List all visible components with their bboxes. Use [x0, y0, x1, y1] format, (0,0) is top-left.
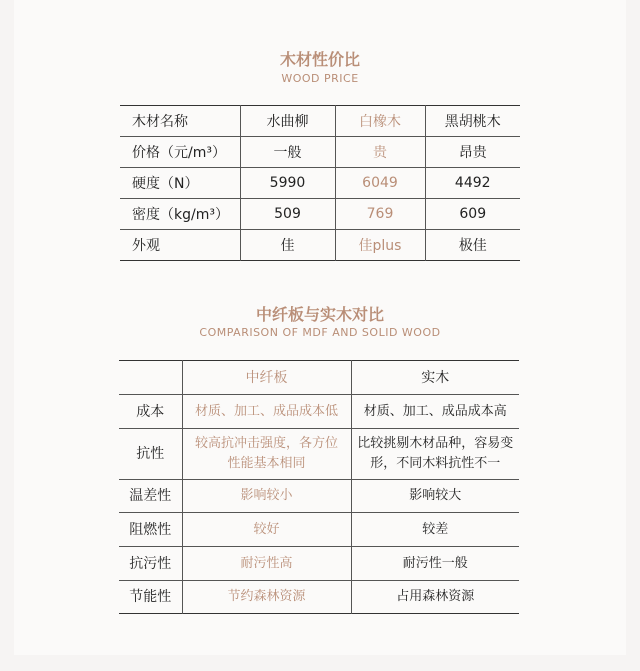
table-row — [120, 199, 520, 230]
table-row — [119, 581, 519, 614]
row-label: 外观 — [120, 230, 240, 261]
row-label: 硬度（N） — [120, 168, 240, 199]
mdf-vs-solid-wood-table — [119, 360, 519, 614]
table-row — [120, 137, 520, 168]
row-label: 阻燃性 — [119, 513, 182, 547]
header-cell: 中纤板 — [182, 361, 351, 395]
table-cell: 贵 — [335, 137, 425, 168]
table-cell: 极佳 — [425, 230, 520, 261]
comparison-title: 中纤板与实木对比 — [255, 305, 384, 324]
table-header-row — [120, 106, 520, 137]
row-label: 价格（元/m³） — [120, 137, 240, 168]
table-cell: 比较挑剔木材品种，容易变形，不同木料抗性不一 — [351, 429, 519, 480]
header-cell: 木材名称 — [132, 114, 188, 130]
table-cell: 509 — [240, 199, 335, 230]
table-row — [119, 480, 519, 513]
table-row — [119, 547, 519, 581]
table-row — [119, 429, 519, 480]
table-row — [119, 395, 519, 429]
table-row — [119, 513, 519, 547]
table-row — [120, 230, 520, 261]
row-label: 温差性 — [119, 480, 182, 513]
header-cell — [119, 361, 182, 395]
table-cell: 6049 — [335, 168, 425, 199]
row-label: 抗污性 — [119, 547, 182, 581]
table-cell: 耐污性高 — [182, 547, 351, 581]
table-row — [120, 168, 520, 199]
table-cell: 昂贵 — [425, 137, 520, 168]
table-cell: 佳plus — [335, 230, 425, 261]
header-cell: 白橡木 — [335, 106, 425, 137]
row-label: 节能性 — [119, 581, 182, 614]
row-label: 成本 — [119, 395, 182, 429]
table-cell: 材质、加工、成品成本高 — [351, 395, 519, 429]
table-cell: 材质、加工、成品成本低 — [182, 395, 351, 429]
table-cell: 4492 — [425, 168, 520, 199]
table-cell: 占用森林资源 — [351, 581, 519, 614]
header-cell: 水曲柳 — [240, 106, 335, 137]
wood-price-table — [120, 105, 520, 261]
table-cell: 较高抗冲击强度，各方位性能基本相同 — [182, 429, 351, 480]
row-label: 抗性 — [119, 429, 182, 480]
table-cell: 影响较大 — [351, 480, 519, 513]
table-cell: 佳 — [240, 230, 335, 261]
table-cell: 一般 — [240, 137, 335, 168]
table-cell: 5990 — [240, 168, 335, 199]
row-label: 密度（kg/m³） — [120, 199, 240, 230]
comparison-subtitle: COMPARISON OF MDF AND SOLID WOOD — [199, 326, 441, 339]
wood-price-subtitle: WOOD PRICE — [281, 72, 359, 85]
table-cell: 较差 — [351, 513, 519, 547]
table-cell: 较好 — [182, 513, 351, 547]
header-cell: 实木 — [351, 361, 519, 395]
table-cell: 609 — [425, 199, 520, 230]
header-cell: 黑胡桃木 — [425, 106, 520, 137]
table-cell: 节约森林资源 — [182, 581, 351, 614]
table-cell: 769 — [335, 199, 425, 230]
table-header-row — [119, 361, 519, 395]
table-cell: 耐污性一般 — [351, 547, 519, 581]
table-cell: 影响较小 — [182, 480, 351, 513]
wood-price-title: 木材性价比 — [279, 50, 360, 69]
